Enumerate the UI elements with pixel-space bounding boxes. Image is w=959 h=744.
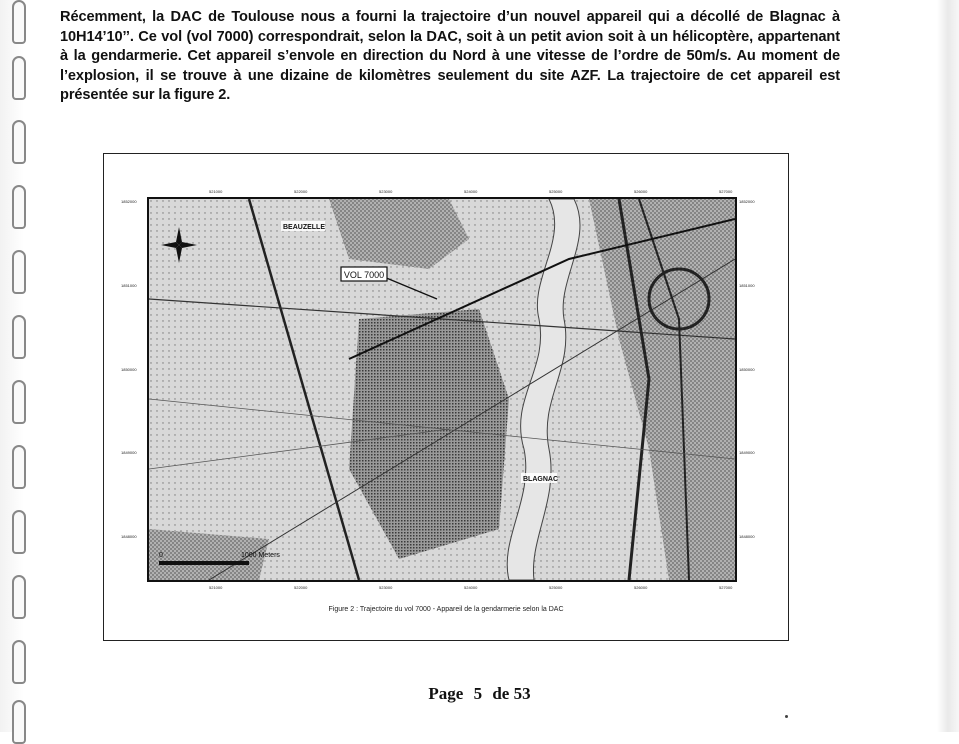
x-tick-bottom-1: 522000 [294,585,308,590]
scale-bar-start: 0 [159,552,163,559]
town-label-beauzelle: BEAUZELLE [283,224,325,231]
y-tick-right-3: 1849000 [739,450,755,456]
y-tick-left-2: 1850000 [121,366,137,372]
x-tick-top-0: 521000 [209,189,223,194]
page-word: Page [428,684,464,703]
y-tick-right-2: 1850000 [739,366,755,372]
page-number: 5 [473,684,483,703]
y-tick-left-3: 1849000 [121,450,137,456]
x-tick-bottom-2: 523000 [379,585,393,590]
binder-ring [12,640,26,684]
x-tick-bottom-0: 521000 [209,585,223,590]
binder-ring [12,445,26,489]
x-tick-bottom-3: 524000 [464,585,478,590]
binder-ring [12,380,26,424]
y-tick-left-1: 1851000 [121,282,137,288]
binder-ring [12,0,26,44]
y-tick-left-0: 1852000 [121,199,137,204]
of-word: de [492,684,510,703]
y-tick-right-0: 1852000 [739,199,755,204]
x-tick-top-1: 522000 [294,189,308,194]
figure-caption: Figure 2 : Trajectoire du vol 7000 - Appareil de la gendarmerie selon la DAC [328,606,564,613]
x-tick-top-5: 526000 [634,189,648,194]
y-tick-left-4: 1848000 [121,534,137,539]
map-figure [147,197,737,582]
flight-label: VOL 7000 [343,270,385,280]
binder-ring [12,700,26,744]
scale-bar-end: 1000 Meters [241,552,280,559]
x-tick-bottom-6: 527000 [719,585,733,590]
binder-ring [12,510,26,554]
binder-ring [12,120,26,164]
x-tick-top-6: 527000 [719,189,733,194]
town-label-blagnac: BLAGNAC [523,476,558,483]
binder-ring [12,56,26,100]
body-paragraph: Récemment, la DAC de Toulouse nous a fourni la trajectoire d’un nouvel appareil qui a décollé de Blagnac à 10H14’10’’. Ce vol (vol 7000) correspondrait, selon la DAC, soit à un petit avion soit à un hélicoptère, appartenant à la gendarmerie. Cet appareil s’envole en direction du Nord à une vitesse de l’ordre de 50m/s. Au moment de l’explosion, il se trouve à une dizaine de kilomètres seulement du site AZF. La trajectoire de cet appareil est présentée sur la figure 2. [60,9,840,104]
x-tick-top-2: 523000 [379,189,393,194]
page-edge-shadow [937,0,959,732]
binder-ring [12,315,26,359]
x-tick-bottom-4: 525000 [549,585,563,590]
scan-speck [785,715,788,718]
binder-ring [12,250,26,294]
y-tick-right-4: 1848000 [739,534,755,539]
x-tick-top-4: 525000 [549,189,563,194]
x-tick-top-3: 524000 [464,189,478,194]
binder-ring [12,575,26,619]
binder-ring [12,185,26,229]
x-tick-bottom-5: 526000 [634,585,648,590]
page-footer [0,684,959,704]
y-tick-right-1: 1851000 [739,282,755,288]
total-pages: 53 [513,684,531,703]
binder-margin [0,0,40,732]
